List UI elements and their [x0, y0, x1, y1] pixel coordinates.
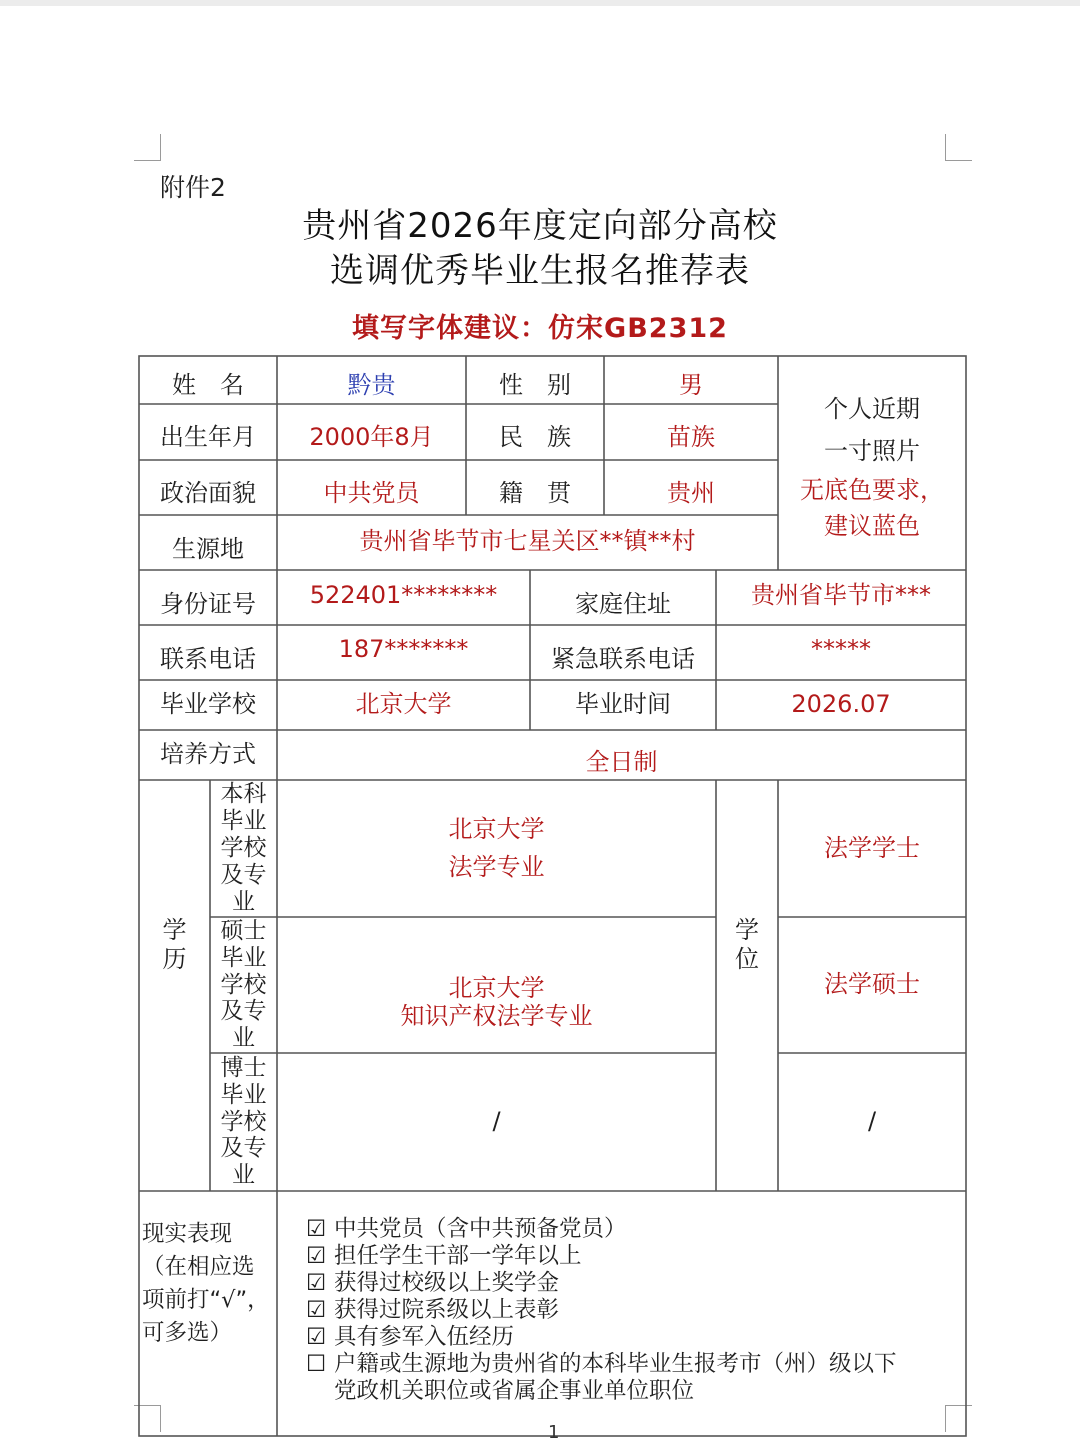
top-bar	[0, 0, 1080, 6]
value-phone[interactable]: 187*******	[338, 635, 469, 664]
label-study-mode: 培养方式	[160, 740, 256, 769]
checkbox-checked-icon[interactable]: ☑	[306, 1324, 327, 1350]
value-birth[interactable]: 2000年8月	[309, 423, 434, 452]
checkbox-checked-icon[interactable]: ☑	[306, 1216, 327, 1242]
checklist-item[interactable]	[306, 1324, 897, 1351]
photo-label-line1: 个人近期	[824, 395, 920, 423]
label-grad-time: 毕业时间	[575, 690, 671, 719]
checkbox-checked-icon[interactable]: ☑	[306, 1297, 327, 1323]
checklist-item[interactable]	[306, 1297, 897, 1324]
value-native-place[interactable]: 贵州	[667, 479, 715, 508]
checklist-item-text: 获得过校级以上奖学金	[334, 1270, 560, 1296]
value-school[interactable]: 北京大学	[355, 690, 452, 719]
attachment-label: 附件2	[160, 173, 226, 202]
photo-cell[interactable]	[778, 388, 966, 544]
performance-checklist	[306, 1216, 897, 1405]
label-name: 姓 名	[172, 371, 244, 400]
label-emergency-phone: 紧急联系电话	[551, 645, 695, 674]
font-hint: 填写字体建议：仿宋GB2312	[352, 313, 728, 344]
checklist-item-text: 中共党员（含中共预备党员）	[334, 1216, 627, 1242]
value-ethnicity[interactable]: 苗族	[667, 423, 715, 452]
value-name[interactable]: 黔贵	[347, 371, 396, 400]
checklist-item-text: 具有参军入伍经历	[334, 1324, 515, 1350]
value-bachelor-school[interactable]: 北京大学 法学专业	[448, 815, 545, 881]
label-school: 毕业学校	[160, 690, 256, 719]
label-master: 硕士 毕业 学校 及专 业	[220, 917, 267, 1052]
crop-mark-bottom-right	[945, 1405, 972, 1432]
label-bachelor: 本科 毕业 学校 及专 业	[220, 781, 267, 915]
label-degree: 学 位	[735, 916, 759, 973]
label-id-number: 身份证号	[160, 590, 256, 619]
checkbox-checked-icon[interactable]: ☑	[306, 1270, 327, 1296]
value-bachelor-degree[interactable]: 法学学士	[824, 833, 920, 862]
checklist-item-text: 户籍或生源地为贵州省的本科毕业生报考市（州）级以下 党政机关职位或省属企事业单位职位	[334, 1351, 897, 1404]
title-line-1: 贵州省2026年度定向部分高校	[302, 206, 778, 246]
label-birth: 出生年月	[160, 423, 256, 452]
label-origin: 生源地	[172, 535, 244, 564]
label-doctor: 博士 毕业 学校 及专 业	[220, 1054, 267, 1189]
label-ethnicity: 民 族	[499, 423, 571, 452]
value-gender[interactable]: 男	[679, 371, 703, 400]
value-master-school[interactable]: 北京大学 知识产权法学专业	[400, 974, 593, 1030]
crop-mark-bottom-left	[134, 1405, 161, 1432]
checklist-item[interactable]	[306, 1243, 897, 1270]
value-doctor-school[interactable]: /	[492, 1107, 501, 1136]
page-number: 1	[548, 1422, 560, 1443]
label-phone: 联系电话	[160, 645, 256, 674]
label-education: 学 历	[162, 916, 187, 973]
checklist-item-text: 获得过院系级以上表彰	[334, 1297, 560, 1323]
label-native-place: 籍 贯	[499, 479, 571, 508]
value-grad-time[interactable]: 2026.07	[791, 690, 891, 719]
value-master-degree[interactable]: 法学硕士	[824, 970, 920, 999]
checklist-item-text: 担任学生干部一学年以上	[334, 1243, 582, 1269]
label-political: 政治面貌	[160, 479, 256, 508]
photo-label-line2: 一寸照片	[824, 437, 920, 465]
value-study-mode[interactable]: 全日制	[585, 748, 658, 777]
crop-mark-top-left	[134, 134, 161, 161]
value-id-number[interactable]: 522401********	[309, 581, 498, 610]
crop-mark-top-right	[945, 134, 972, 161]
checkbox-checked-icon[interactable]: ☑	[306, 1243, 327, 1269]
title-line-2: 选调优秀毕业生报名推荐表	[330, 251, 750, 291]
checklist-item[interactable]	[306, 1216, 897, 1243]
photo-note-line1: 无底色要求，	[800, 476, 944, 504]
value-doctor-degree[interactable]: /	[867, 1107, 877, 1136]
checklist-item[interactable]	[306, 1270, 897, 1297]
value-political[interactable]: 中共党员	[323, 479, 420, 508]
label-home-address: 家庭住址	[575, 590, 671, 619]
photo-note-line2: 建议蓝色	[824, 512, 920, 540]
label-gender: 性 别	[499, 371, 571, 400]
value-origin[interactable]: 贵州省毕节市七星关区**镇**村	[359, 527, 696, 556]
label-performance: 现实表现 （在相应选 项前打“√”， 可多选）	[142, 1221, 270, 1346]
value-emergency-phone[interactable]: *****	[811, 635, 871, 664]
checklist-item[interactable]	[306, 1351, 897, 1405]
value-home-address[interactable]: 贵州省毕节市***	[751, 581, 931, 610]
checkbox-unchecked-icon[interactable]: ☐	[306, 1351, 327, 1377]
